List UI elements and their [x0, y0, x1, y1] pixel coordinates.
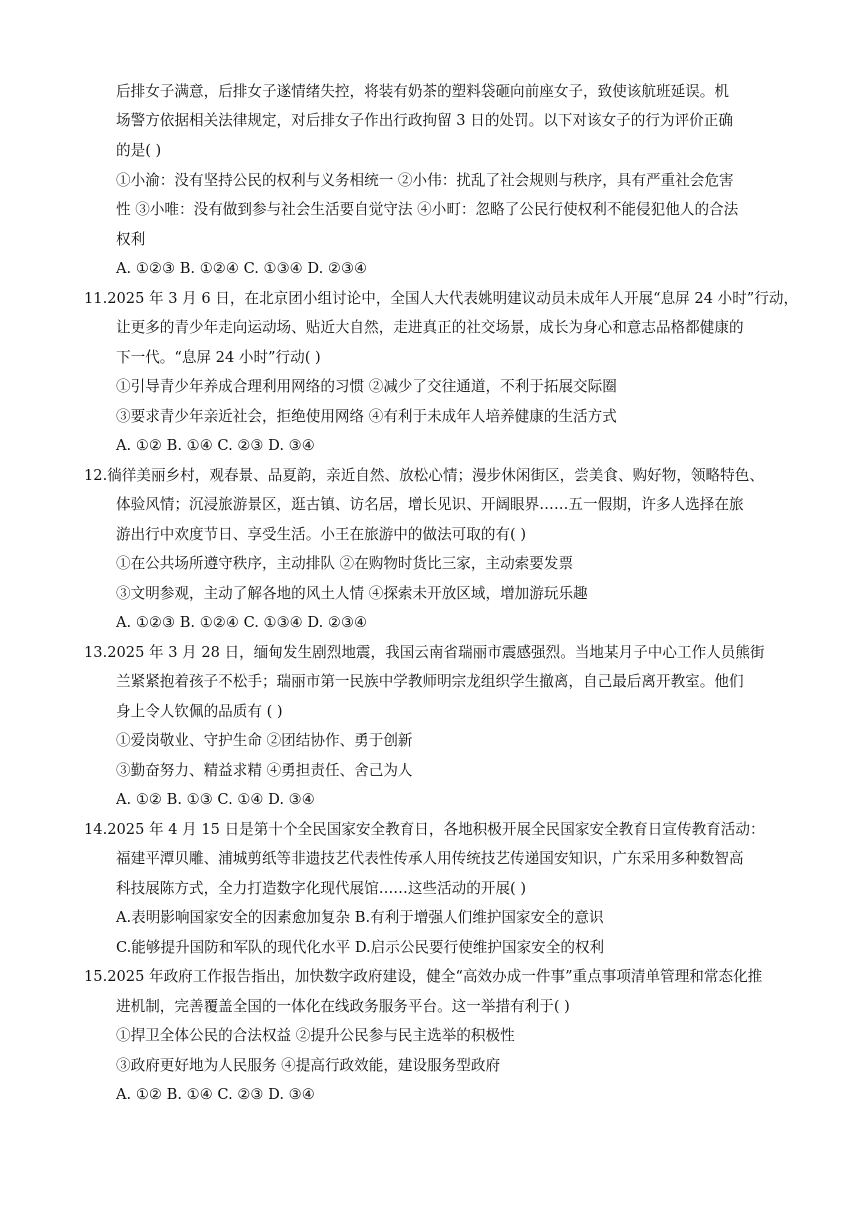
q15-stem-line2: 进机制，完善覆盖全国的一体化在线政务服务平台。这一举措有利于( ) [116, 998, 570, 1015]
q11-answer-choices: A. ①② B. ①④ C. ②③ D. ③④ [116, 437, 315, 454]
q11-stem-line1: 11.2025 年 3 月 6 日，在北京团小组讨论中，全国人大代表姚明建议动员未成年人开展“息屏 24 小时”行动， [84, 290, 799, 307]
q10-option-line3: 权利 [116, 231, 146, 248]
q12-stem-line3: 游出行中欢度节日、享受生活。小王在旅游中的做法可取的有( ) [116, 526, 527, 543]
q13-stem-line3: 身上令人钦佩的品质有 ( ) [116, 703, 283, 720]
q11-option-line1: ①引导青少年养成合理利用网络的习惯 ②减少了交往通道，不利于拓展交际圈 [116, 378, 617, 395]
q15-stem-line1: 15.2025 年政府工作报告指出，加快数字政府建设，健全“高效办成一件事”重点事项清单管理和常态化推 [84, 968, 763, 985]
q15-answer-choices: A. ①② B. ①④ C. ②③ D. ③④ [116, 1086, 315, 1103]
q10-option-line1: ①小渝：没有坚持公民的权利与义务相统一 ②小伟：扰乱了社会规则与秩序，具有严重社会危害 [116, 172, 734, 189]
q14-stem-line1: 14.2025 年 4 月 15 日是第十个全民国家安全教育日，各地积极开展全民国家安全教育日宣传教育活动： [84, 821, 765, 838]
q11-stem-line2: 让更多的青少年走向运动场、贴近大自然，走进真正的社交场景，成长为身心和意志品格都健康的 [116, 319, 744, 336]
q10-option-line2: 性 ③小唯：没有做到参与社会生活要自觉守法 ④小町：忽略了公民行使权利不能侵犯他人的合法 [116, 201, 739, 218]
q12-answer-choices: A. ①②③ B. ①②④ C. ①③④ D. ②③④ [116, 614, 368, 631]
q14-stem-line2: 福建平潭贝雕、浦城剪纸等非遗技艺代表性传承人用传统技艺传递国安知识，广东采用多种数智高 [116, 850, 744, 867]
q12-stem-line1: 12.徜徉美丽乡村，观春景、品夏韵，亲近自然、放松心情；漫步休闲街区，尝美食、购好物，领略特色、 [84, 467, 764, 484]
q15-option-line2: ③政府更好地为人民服务 ④提高行政效能，建设服务型政府 [116, 1057, 501, 1074]
q14-options-cd: C.能够提升国防和军队的现代化水平 D.启示公民要行使维护国家安全的权利 [116, 939, 605, 956]
q10-stem-line1: 后排女子满意，后排女子遂情绪失控，将装有奶茶的塑料袋砸向前座女子，致使该航班延误。机 [116, 83, 729, 100]
q14-options-ab: A.表明影响国家安全的因素愈加复杂 B.有利于增强人们维护国家安全的意识 [116, 909, 604, 926]
q13-option-line2: ③勤奋努力、精益求精 ④勇担责任、舍己为人 [116, 762, 413, 779]
q13-answer-choices: A. ①② B. ①③ C. ①④ D. ③④ [116, 791, 315, 808]
q13-option-line1: ①爱岗敬业、守护生命 ②团结协作、勇于创新 [116, 732, 413, 749]
q10-answer-choices: A. ①②③ B. ①②④ C. ①③④ D. ②③④ [116, 260, 368, 277]
q12-option-line1: ①在公共场所遵守秩序，主动排队 ②在购物时货比三家，主动索要发票 [116, 555, 574, 572]
q15-option-line1: ①捍卫全体公民的合法权益 ②提升公民参与民主选举的积极性 [116, 1027, 515, 1044]
q10-stem-line3: 的是( ) [116, 142, 162, 159]
q12-option-line2: ③文明参观，主动了解各地的风土人情 ④探索未开放区域，增加游玩乐趣 [116, 585, 588, 602]
q11-stem-line3: 下一代。“息屏 24 小时”行动( ) [116, 349, 321, 366]
q12-stem-line2: 体验风情；沉浸旅游景区，逛古镇、访名居，增长见识、开阔眼界……五一假期，许多人选择在旅 [116, 496, 744, 513]
q13-stem-line2: 兰紧紧抱着孩子不松手；瑞丽市第一民族中学教师明宗龙组织学生撤离，自己最后离开教室。他们 [116, 673, 744, 690]
q14-stem-line3: 科技展陈方式，全力打造数字化现代展馆……这些活动的开展( ) [116, 880, 527, 897]
q11-option-line2: ③要求青少年亲近社会，拒绝使用网络 ④有利于未成年人培养健康的生活方式 [116, 408, 617, 425]
q13-stem-line1: 13.2025 年 3 月 28 日，缅甸发生剧烈地震，我国云南省瑞丽市震感强烈。当地某月子中心工作人员熊街 [84, 644, 765, 661]
q10-stem-line2: 场警方依据相关法律规定，对后排女子作出行政拘留 3 日的处罚。以下对该女子的行为评价正确 [116, 112, 733, 129]
